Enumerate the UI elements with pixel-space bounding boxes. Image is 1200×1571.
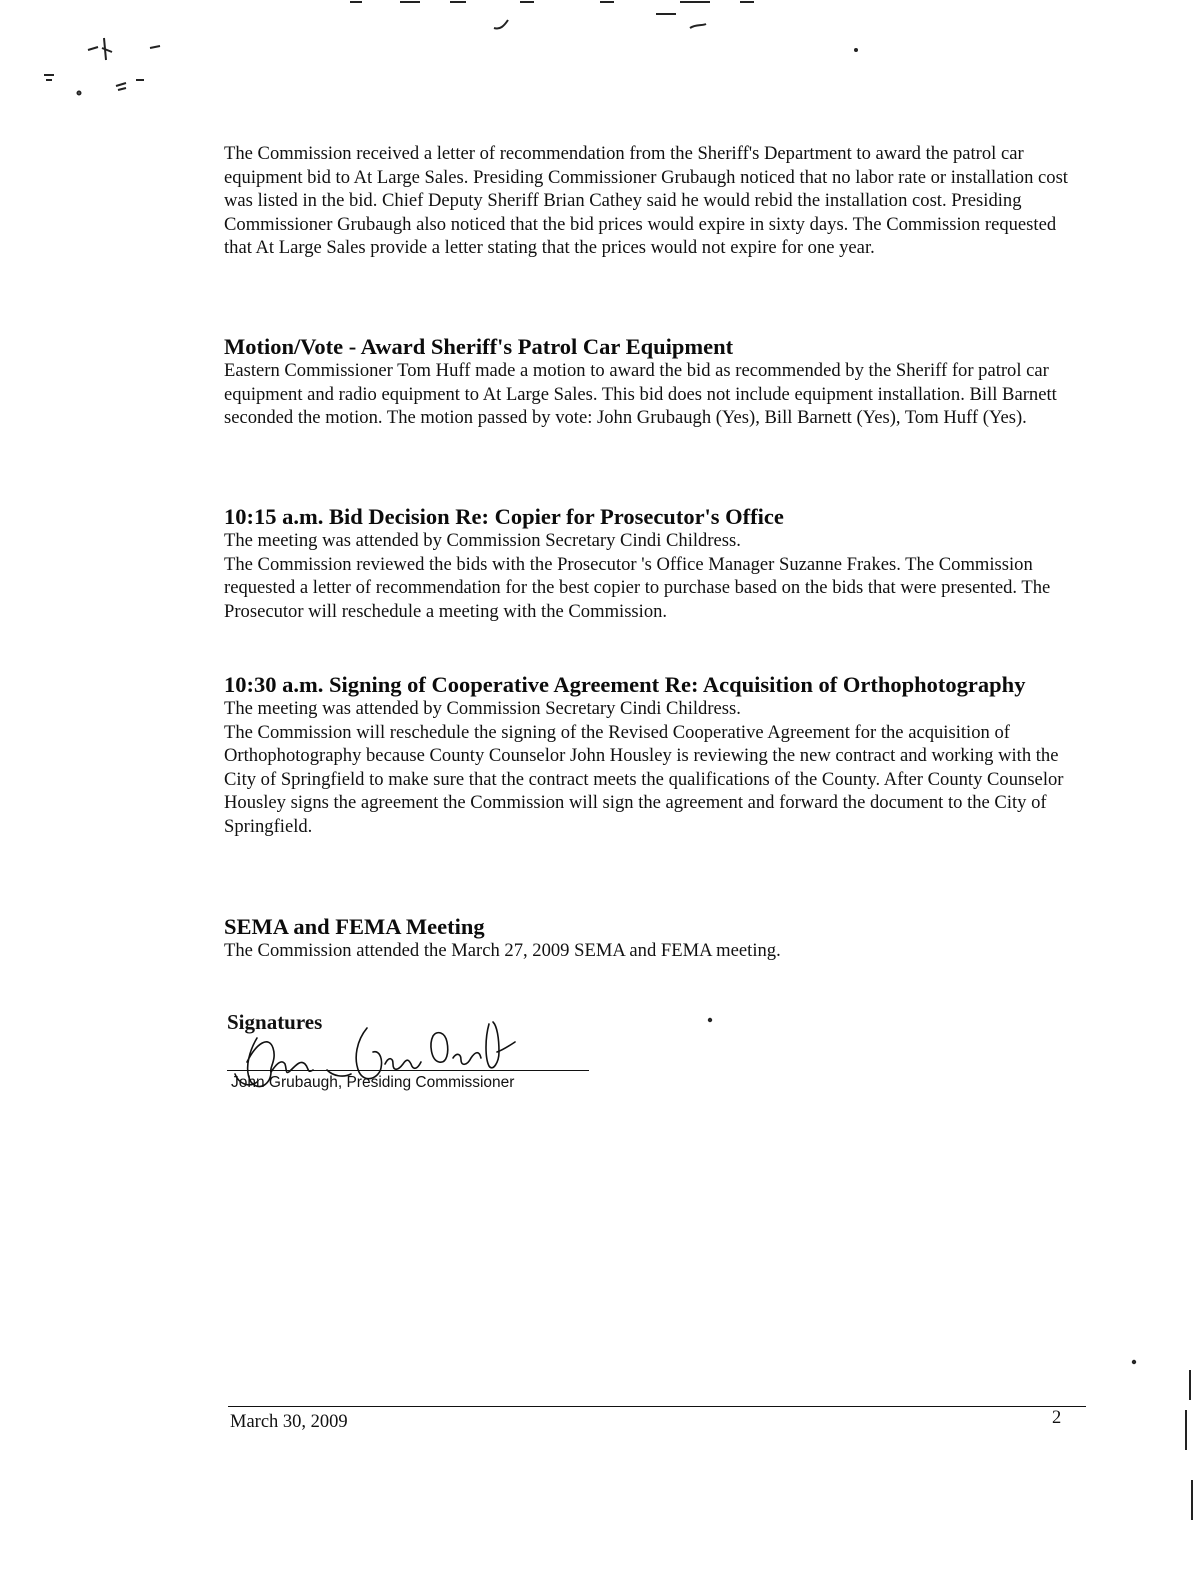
page-number: 2 [1052, 1408, 1062, 1428]
handwritten-signature [227, 992, 527, 1102]
section-heading: Motion/Vote - Award Sheriff's Patrol Car Equipment [224, 334, 734, 359]
signatures-heading: Signatures [227, 1010, 323, 1034]
section-paragraph: The Commission will reschedule the signing of the Revised Cooperative Agreement for the acquisition of Orthophotography because County Counselor John Housley is reviewing the new contract and working with the City of Springfield to make sure that the contract meets the qualifications of the County. After County Counselor Housley signs the agreement the Commission will sign the agreement and forward the document to the City of Springfield. [224, 721, 1064, 837]
section-paragraph: The Commission reviewed the bids with the Prosecutor 's Office Manager Suzanne Frakes. The Commission requested a letter of recommendation for the best copier to purchase based on the bids that were presented. The Prosecutor will reschedule a meeting with the Commission. [224, 553, 1051, 622]
footer-rule [228, 1406, 1086, 1407]
intro-paragraph: The Commission received a letter of recommendation from the Sheriff's Department to award the patrol car equipment bid to At Large Sales. Presiding Commissioner Grubaugh noticed that no labor rate or installation cost was listed in the bid. Chief Deputy Sheriff Brian Cathey said he would rebid the installation cost. Presiding Commissioner Grubaugh also noticed that the bid prices would expire in sixty days. The Commission requested that At Large Sales provide a letter stating that the prices would not expire for one year. [224, 143, 1068, 258]
section-paragraph: The meeting was attended by Commission Secretary Cindi Childress. [224, 698, 741, 719]
signer-name: John Grubaugh, Presiding Commissioner [231, 1074, 515, 1091]
section-heading: SEMA and FEMA Meeting [224, 914, 485, 939]
section-cooperative-agreement [224, 672, 1086, 838]
section-heading: 10:30 a.m. Signing of Cooperative Agreement Re: Acquisition of Orthophotography [224, 672, 1026, 697]
section-paragraph: The Commission attended the March 27, 2009 SEMA and FEMA meeting. [224, 940, 781, 961]
section-award-patrol-car-equipment [224, 334, 1086, 430]
section-heading: 10:15 a.m. Bid Decision Re: Copier for Prosecutor's Office [224, 504, 784, 529]
signature-block [227, 1010, 597, 1100]
section-paragraph: The meeting was attended by Commission Secretary Cindi Childress. [224, 530, 741, 551]
footer-date: March 30, 2009 [230, 1412, 348, 1432]
section-paragraph: Eastern Commissioner Tom Huff made a motion to award the bid as recommended by the Sheriff for patrol car equipment and radio equipment to At Large Sales. This bid does not include equipment installation. Bill Barnett seconded the motion. The motion passed by vote: John Grubaugh (Yes), Bill Barnett (Yes), Tom Huff (Yes). [224, 360, 1057, 428]
section-copier-bid-decision [224, 504, 1086, 623]
document-body [224, 142, 1086, 961]
section-sema-fema-meeting [224, 914, 1086, 963]
